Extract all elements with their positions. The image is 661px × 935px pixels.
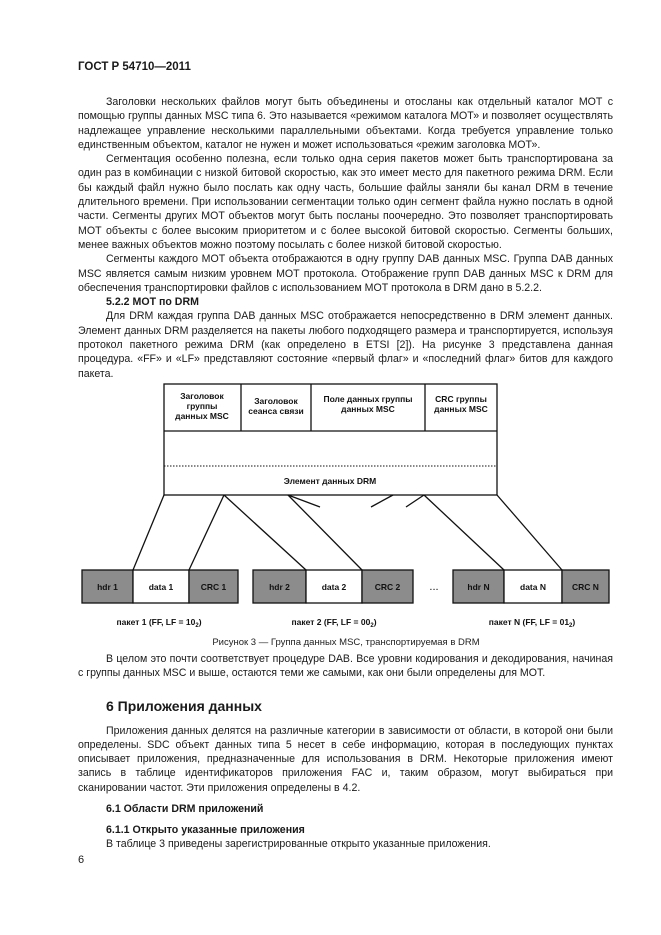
paragraph: В таблице 3 приведены зарегистрированные открыто указанные приложения. bbox=[106, 838, 491, 851]
paragraph: Приложения данных делятся на различные категории в зависимости от области, в которой они были определены. SDC объект данных типа 5 несет в себе информацию, которая в последующих пунктах описывает приложения, предназначенные для использования в DRM. Некоторые приложения имеют запись в таблице идентификаторов приложения FAC и, таким образом, могут выбираться при сканировании частот. Эти приложения определены в 4.2. bbox=[78, 724, 613, 794]
connector-line bbox=[371, 495, 393, 507]
page-number: 6 bbox=[78, 854, 85, 867]
connector-line bbox=[133, 495, 164, 570]
header-cell-text: Заголовок сеанса связи bbox=[248, 396, 304, 416]
packet-hdr-text: hdr N bbox=[467, 582, 490, 592]
packet-hdr-text: hdr 2 bbox=[269, 582, 290, 592]
packet-crc-text: CRC 1 bbox=[200, 582, 227, 592]
figure-caption: Рисунок 3 — Группа данных MSC, транспортируемая в DRM bbox=[212, 637, 480, 648]
data-element-label: Элемент данных DRM bbox=[283, 476, 377, 486]
document-header: ГОСТ Р 54710—2011 bbox=[78, 61, 191, 73]
ellipsis: ... bbox=[429, 581, 439, 593]
section-heading-6: 6 Приложения данных bbox=[106, 697, 262, 714]
connector-line bbox=[224, 495, 306, 570]
paragraph: Сегменты каждого МОТ объекта отображаются в одну группу DAB данных MSC. Группа DAB данных MSC является самым низким уровнем МОТ протокола. Отображение групп DAB данных MSC к DRM для обеспечения транспортировки файлов с использованием МОТ протокола в DRM дано в 5.2.2. bbox=[78, 253, 613, 294]
section-heading-6-1-1: 6.1.1 Открыто указанные приложения bbox=[106, 824, 305, 837]
packet-label: пакет 1 (FF, LF = $10_2$) bbox=[116, 617, 202, 629]
packet-data-text: data 1 bbox=[148, 582, 174, 592]
connector-line bbox=[497, 495, 562, 570]
packet-crc-text: CRC N bbox=[572, 582, 599, 592]
header-cell-text: Поле данных группы данных MSC bbox=[323, 394, 413, 414]
section-heading-5-2-2: 5.2.2 МОТ по DRM bbox=[106, 296, 199, 309]
paragraph: Сегментация особенно полезна, если только одна серия пакетов может быть транспортирована за один раз в комбинации с низкой битовой скоростью, как это имеет место для пакетного режима DRM. Если бы каждый файл нужно было послать как одну часть, большие файлы заняли бы канал DRM в течение длительного времени. При использовании сегментации только один сегмент файла нужно послать в одной части. Сегменты других МОТ объектов могут быть посланы поочередно. Это позволяет транспортировать МОТ объекты с более высоким приоритетом и с более высокой битовой скоростью. Сегменты больших, менее важных объектов можно поэтому посылать с более низкой битовой скоростью. bbox=[78, 153, 613, 251]
packet-hdr-text: hdr 1 bbox=[97, 582, 118, 592]
connector-line bbox=[288, 495, 320, 507]
paragraph: В целом это почти соответствует процедуре DAB. Все уровни кодирования и декодирования, начиная с группы данных MSC и выше, остаются теми же самыми, как они были определены для МОТ. bbox=[78, 653, 613, 680]
section-heading-6-1: 6.1 Области DRM приложений bbox=[106, 803, 264, 816]
paragraph: Для DRM каждая группа DAB данных MSC отображается непосредственно в DRM элемент данных. Элемент данных DRM разделяется на пакеты любого подходящего размера и транспортируется, используя протокол пакетного режима DRM (как определено в ETSI [2]). На рисунке 3 представлена данная процедура. «FF» и «LF» представляют состояние «первый флаг» и «последний флаг» битов для каждого пакета. bbox=[78, 310, 613, 380]
connector-line bbox=[406, 495, 424, 507]
connector-line bbox=[288, 495, 362, 570]
connector-line bbox=[424, 495, 504, 570]
paragraph: Заголовки нескольких файлов могут быть объединены и отосланы как отдельный каталог МОТ с помощью группы данных MSC типа 6. Это называется «режимом каталога МОТ» и позволяет осуществлять надлежащее управление несколькими параллельными объектами. Когда требуется управление только единственным объектом, каталог не нужен и может использоваться «режим заголовка МОТ». bbox=[78, 96, 613, 151]
bottom-text-flow bbox=[78, 652, 613, 867]
packet-data-text: data N bbox=[520, 582, 546, 592]
packet-label: пакет N (FF, LF = $01_2$) bbox=[488, 617, 576, 629]
header-cell-text: Заголовок группы данных MSC bbox=[175, 391, 229, 421]
packet-data-text: data 2 bbox=[321, 582, 347, 592]
packet-label: пакет 2 (FF, LF = $00_2$) bbox=[291, 617, 377, 629]
packet-crc-text: CRC 2 bbox=[374, 582, 401, 592]
header-cell-text: CRC группы данных MSC bbox=[434, 394, 488, 414]
connector-line bbox=[189, 495, 224, 570]
